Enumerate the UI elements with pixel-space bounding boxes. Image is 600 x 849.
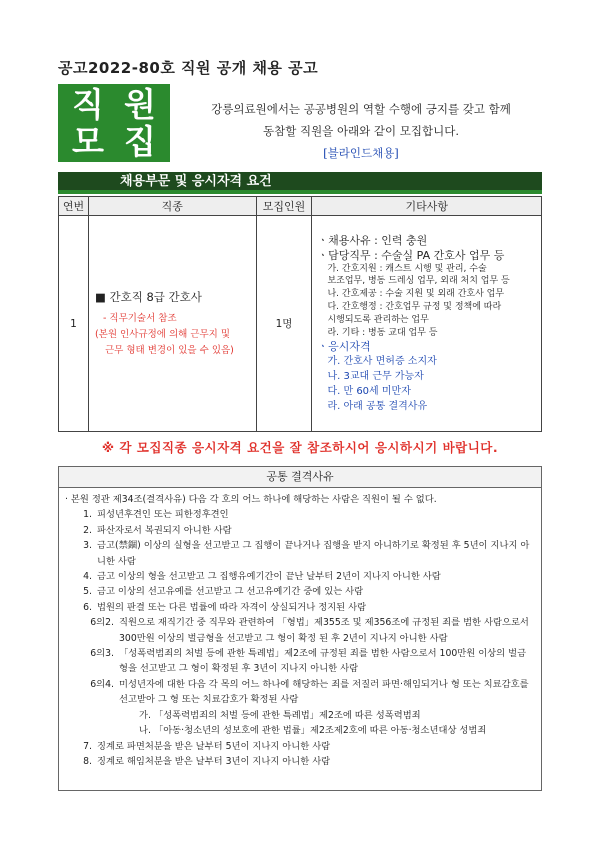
etc-line: ㆍ채용사유 : 인력 충원 xyxy=(317,233,428,247)
list-item-number: 6의3. xyxy=(90,648,114,660)
row-no: 1 xyxy=(59,216,89,432)
section-title: 채용부문 및 응시자격 요건 xyxy=(58,172,542,194)
header-count: 모집인원 xyxy=(256,197,312,216)
list-item-text: 금고 이상의 형을 선고받고 그 집행유예기간이 끝난 날부터 2년이 지나지 아니한 사람 xyxy=(97,571,441,583)
list-item xyxy=(65,646,535,677)
etc-line: 나. 간호제공 : 수술 지원 및 외래 간호사 업무 xyxy=(327,289,505,300)
etc-line: 다. 간호행정 : 간호업무 규정 및 정책에 따라 xyxy=(327,302,502,312)
list-item-text: 법원의 판결 또는 다른 법률에 따라 자격이 상실되거나 정지된 사람 xyxy=(97,601,367,613)
header-job: 직종 xyxy=(88,197,256,216)
list-item xyxy=(65,523,535,538)
intro-line: 동참할 직원을 아래와 같이 모집합니다. xyxy=(262,124,460,138)
list-item-text: 「성폭력범죄의 처벌 등에 관한 특례법」제2조에 규정된 죄를 범한 사람으로서 100만원 이상의 벌금형을 선고받고 그 형이 확정된 후 3년이 지나지 아니한 사람 xyxy=(119,648,527,675)
jobs-table xyxy=(58,196,542,432)
job-note: (본원 인사규정에 의해 근무지 및 xyxy=(94,328,231,340)
list-item-number: 8. xyxy=(83,755,92,767)
list-item-number: 1. xyxy=(83,509,92,521)
etc-line: 시행되도록 관리하는 업무 xyxy=(327,314,429,325)
list-item xyxy=(65,569,535,584)
list-item xyxy=(65,739,535,754)
list-item-text: 금고(禁錮) 이상의 실형을 선고받고 그 집행이 끝나거나 집행을 받지 아니하기로 확정된 후 5년이 지나지 아니한 사람 xyxy=(97,540,530,567)
logo-char: 원 xyxy=(124,85,156,124)
header-etc: 기타사항 xyxy=(312,197,542,216)
list-item-number: 3. xyxy=(83,540,92,552)
list-item-number: 6. xyxy=(83,601,92,613)
list-item-text: 징계로 파면처분을 받은 날부터 5년이 지나지 아니한 사람 xyxy=(97,740,331,752)
list-item-text: 가. 「성폭력범죄의 처벌 등에 관한 특례법」제2조에 따른 성폭력범죄 xyxy=(139,709,421,721)
list-item-text: · 본원 정관 제34조(결격사유) 다음 각 호의 어느 하나에 해당하는 사람은 직원이 될 수 없다. xyxy=(65,494,437,505)
logo-char: 직 xyxy=(72,85,104,124)
list-item-number: 4. xyxy=(83,571,92,583)
etc-line: 라. 아래 공통 결격사유 xyxy=(327,401,428,413)
disqualification-box xyxy=(58,466,542,791)
list-item-text: 미성년자에 대한 다음 각 목의 어느 하나에 해당하는 죄를 저질러 파면·해임되거나 형 또는 치료감호를 선고받아 그 형 또는 치료감호가 확정된 사람 xyxy=(119,678,529,706)
list-item-number: 7. xyxy=(83,740,92,752)
list-item xyxy=(65,538,535,569)
list-item xyxy=(65,754,535,769)
notice-text: ※ 각 모집직종 응시자격 요건을 잘 참조하시어 응시하시기 바랍니다. xyxy=(101,440,499,455)
etc-line: ㆍ담당직무 : 수술실 PA 간호사 업무 등 xyxy=(317,248,505,262)
list-item-number: 5. xyxy=(83,586,92,598)
disqualification-header: 공통 결격사유 xyxy=(59,467,541,488)
list-item-text: 피성년후견인 또는 피한정후견인 xyxy=(97,509,229,521)
list-item-text: 금고 이상의 선고유예를 선고받고 그 선고유예기간 중에 있는 사람 xyxy=(97,586,364,598)
list-item xyxy=(65,492,535,507)
list-item xyxy=(65,584,535,599)
job-note: 근무 형태 변경이 있을 수 있음) xyxy=(104,344,234,356)
etc-line: 다. 만 60세 미만자 xyxy=(327,386,411,398)
table-header-row xyxy=(59,197,542,216)
list-item xyxy=(65,708,535,723)
job-note: - 직무기술서 참조 xyxy=(102,312,177,324)
list-item-text: 직원으로 재직기간 중 직무와 관련하여 「형법」제355조 및 제356조에 규정된 죄를 범한 사람으로서 300만원 이상의 벌금형을 선고받고 그 형이 확정 된 후 2년이 지나지 아니한 사람 xyxy=(119,617,529,644)
intro-line: 강릉의료원에서는 공공병원의 역할 수행에 긍지를 갖고 함께 xyxy=(211,102,511,116)
etc-line: 가. 간호사 면허증 소지자 xyxy=(327,356,437,368)
etc-line: ㆍ응시자격 xyxy=(317,340,371,354)
list-item xyxy=(65,600,535,615)
row-etc xyxy=(312,216,542,432)
job-name: ■ 간호직 8급 간호사 xyxy=(94,289,202,304)
page-title: 공고2022-80호 직원 공개 채용 공고 xyxy=(58,59,319,77)
list-item-number: 2. xyxy=(83,524,92,536)
etc-line: 나. 3교대 근무 가능자 xyxy=(327,371,424,383)
list-item-text: 징계로 해임처분을 받은 날부터 3년이 지나지 아니한 사람 xyxy=(97,755,331,767)
recruit-logo xyxy=(58,84,170,162)
list-item xyxy=(65,723,535,738)
etc-line: 보조업무, 병동 드레싱 업무, 외래 처치 업무 등 xyxy=(327,276,510,287)
disqualification-list xyxy=(59,488,541,769)
list-item-number: 6의2. xyxy=(90,617,114,629)
etc-line: 가. 간호지원 : 캐스트 시행 및 관리, 수술 xyxy=(327,263,487,274)
list-item xyxy=(65,677,535,708)
row-job xyxy=(88,216,256,432)
logo-char: 모 xyxy=(72,122,104,161)
logo-char: 집 xyxy=(124,122,156,161)
list-item xyxy=(65,507,535,522)
blind-recruit-label: [블라인드채용] xyxy=(323,146,399,160)
etc-line: 라. 기타 : 병동 교대 업무 등 xyxy=(327,327,438,338)
list-item-number: 6의4. xyxy=(90,678,114,690)
list-item-text: 파산자로서 복권되지 아니한 사람 xyxy=(97,524,232,536)
intro-text xyxy=(176,98,546,164)
header-no: 연번 xyxy=(59,197,89,216)
row-count: 1명 xyxy=(256,216,312,432)
table-row xyxy=(59,216,542,432)
list-item-text: 나. 「아동·청소년의 성보호에 관한 법률」제2조제2호에 따른 아동·청소년대상 성범죄 xyxy=(139,725,487,737)
list-item xyxy=(65,615,535,646)
